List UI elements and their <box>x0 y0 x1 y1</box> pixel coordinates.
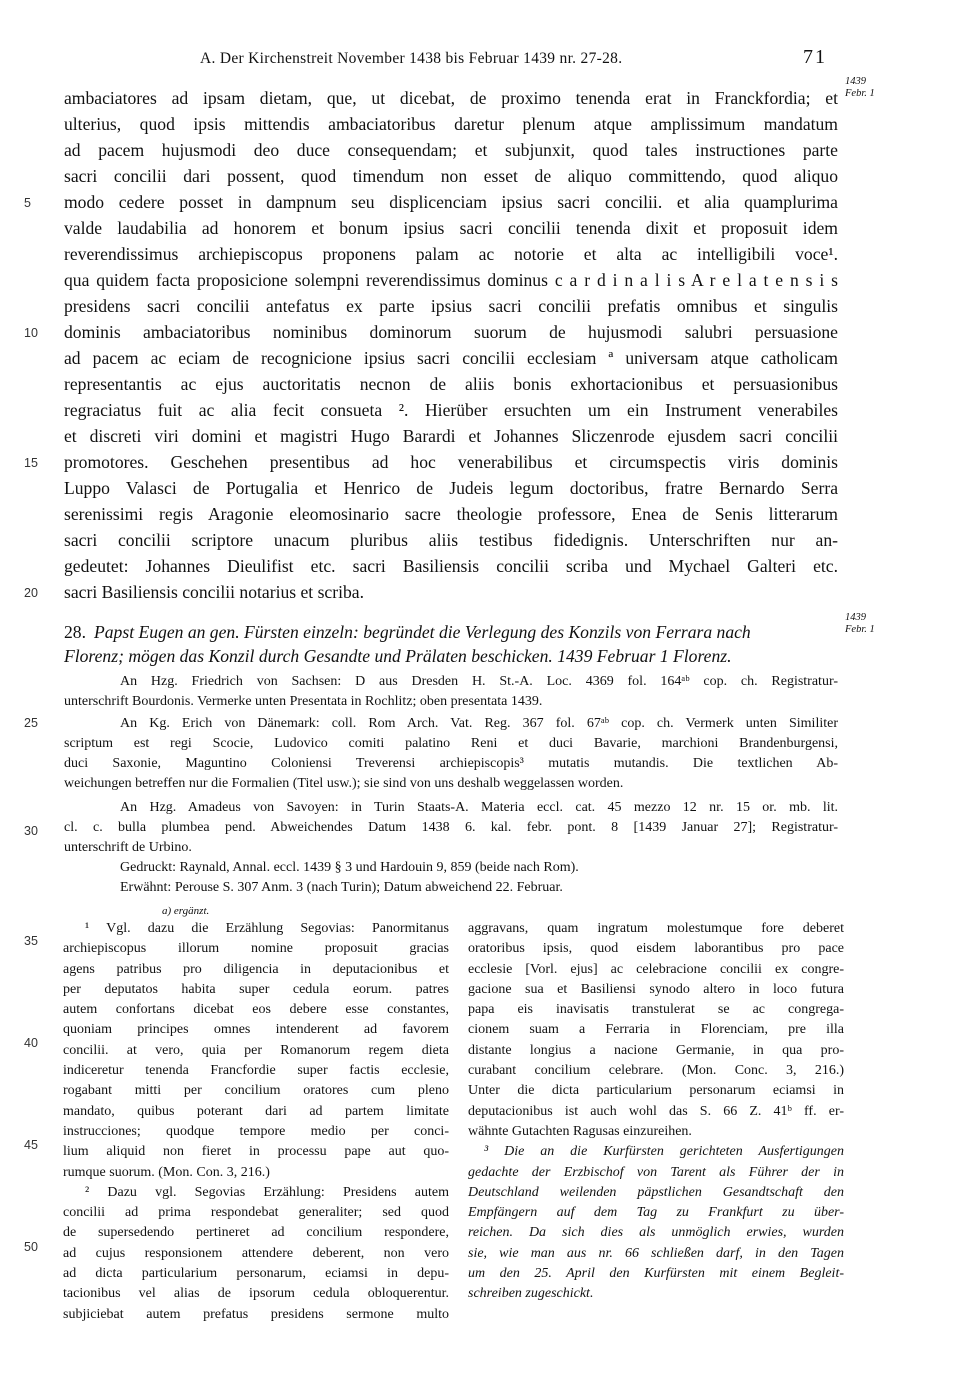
line-number: 25 <box>24 716 38 730</box>
footnote-line: reichen. Da sich dies als unmöglich erwies, wurden <box>468 1225 844 1241</box>
body-line: ad pacem hujusmodi deo duce consequendam; et subjunxit, quod tales instructiones parte <box>64 140 838 160</box>
body-line: dominis ambaciatoribus nominibus dominorum suorum de hujusmodi salubri persuasione <box>64 322 838 342</box>
footnote-line: sie, wie man aus nr. 66 schließen darf, in den Tagen <box>468 1245 844 1261</box>
footnote-line: distante longius a nacione Germanie, in qua pro- <box>468 1042 844 1058</box>
margin-date-year: 1439 <box>845 76 866 87</box>
line-number: 40 <box>24 1036 38 1050</box>
body-line: promotores. Geschehen presentibus ad hoc venerabilibus et circumspectis viris dominis <box>64 452 838 472</box>
footnote-line: indiceretur tenenda Francfordie super factis ecclesie, <box>63 1063 449 1079</box>
body-line: modo cedere posset in dampnum seu displicenciam ipsius sacri concilii. et alia quamplurima <box>64 192 838 212</box>
variant-note: a) ergänzt. <box>162 905 210 917</box>
footnote-line: curabant concilium celebrare. (Mon. Conc. 3, 216.) <box>468 1063 844 1079</box>
footnote-line: concilii. at vero, quia per Romanorum regem dieta <box>63 1042 449 1058</box>
line-number: 35 <box>24 934 38 948</box>
doc-heading-text: Papst Eugen an gen. Fürsten einzeln: begründet die Verlegung des Konzils von Ferrara nach <box>94 622 751 642</box>
footnote-line: mandato, quibus poterant dari ad partem limitate <box>63 1103 449 1119</box>
footnote-line: agens patribus pro diligencia in deputacionibus et <box>63 961 449 977</box>
footnote-line: per deputatos habita super cedula eorum. patres <box>63 981 449 997</box>
line-number: 15 <box>24 456 38 470</box>
body-line: sacri concilii scriptore unacum pluribus aliis testibus fidedignis. Unterschriften nur an- <box>64 530 838 550</box>
body-line: valde laudabilia ad honorem et bonum ipsius sacri concilii tenenda dixit et proposuit idem <box>64 218 838 238</box>
line-number: 20 <box>24 586 38 600</box>
line-number: 50 <box>24 1240 38 1254</box>
footnote-line: deputacionibus ist auch wohl das S. 66 Z. 41ᵇ ff. er- <box>468 1103 844 1119</box>
margin-date-day: Febr. 1 <box>845 88 875 99</box>
footnote-line: Deutschland weilenden päpstlichen Gesandtschaft den <box>468 1184 844 1200</box>
footnotes-left-column <box>63 919 449 1325</box>
line-number: 10 <box>24 326 38 340</box>
footnote-line: cionem suam a Ferraria in Florenciam, pre illa <box>468 1022 844 1038</box>
running-head: A. Der Kirchenstreit November 1438 bis Februar 1439 nr. 27-28. <box>200 50 623 67</box>
footnote-line: lium aliquid non fieret in processu pape aut quo- <box>63 1144 449 1160</box>
footnote-line: ad cujus responsionem attendere deberent, non vero <box>63 1245 449 1261</box>
doc-number: 28. <box>64 622 86 642</box>
body-line: presidens sacri concilii antefatus ex parte ipsius sacri concilii prefatis omnibus et singulis <box>64 296 838 316</box>
doc-heading-line-1 <box>64 620 844 644</box>
footnote-line: gacione sua et Basiliensi synodo altero in loco futura <box>468 981 844 997</box>
page-number: 71 <box>803 46 827 68</box>
footnote-line: archiepiscopus illorum nomine proposuit gracias <box>63 941 449 957</box>
body-line: ulterius, quod ipsis mittendis ambaciatoribus daretur plenum atque amplissimum mandatum <box>64 114 838 134</box>
line-number: 5 <box>24 196 31 210</box>
footnotes-right-column <box>468 919 844 1305</box>
footnote-line: ecclesie [Vorl. ejus] ac celebracione concilii ex congre- <box>468 961 844 977</box>
body-line: sacri concilii dari possent, quod timendum non esset de aliquo committendo, quod aliquo <box>64 166 838 186</box>
footnote-line: Empfängern auf dem Tag zu Frankfurt zu über- <box>468 1205 844 1221</box>
footnote-line: papa eis inavisatis transtulerat se ac congrega- <box>468 1002 844 1018</box>
apparatus-line: scriptum est regi Scocie, Ludovico comiti palatino Reni et duci Bavarie, marchioni Brandenburgensi, <box>64 736 838 751</box>
apparatus-line: Gedruckt: Raynald, Annal. eccl. 1439 § 3 und Hardouin 9, 859 (beide nach Rom). <box>120 860 579 875</box>
body-line: representantis ac ejus auctoritatis necnon de aliis bonis exhortacionibus et persuasionibus <box>64 374 838 394</box>
footnote-line: gedachte der Erzbischof von Tarent als Führer der in <box>468 1164 844 1180</box>
margin-date-day: Febr. 1 <box>845 624 875 635</box>
line-number: 30 <box>24 824 38 838</box>
body-line: qua quidem facta proposicione solempni reverendissimus dominus c a r d i n a l i s A r e l a t e n s i s <box>64 270 838 290</box>
footnote-line: Unter die dicta particularium personarum eciamsi in <box>468 1083 844 1099</box>
footnote-line: wähnte Gutachten Ragusas einzureihen. <box>468 1123 692 1139</box>
body-line: Luppo Valasci de Portugalia et Henrico de Judeis legum doctoribus, fratre Bernardo Serra <box>64 478 838 498</box>
apparatus-line: duci Saxonie, Maguntino Coloniensi Treverensi archiepiscopis³ mutatis mutandis. Die textlichen Ab- <box>64 756 838 771</box>
apparatus-line: cl. c. bulla plumbea pend. Abweichendes Datum 1438 6. kal. febr. pont. 8 [1439 Januar 27]; Registratur- <box>64 820 838 835</box>
footnote-line: autem confortans dicebat eos debere esse constantes, <box>63 1002 449 1018</box>
footnote-line: de supersedendo pertineret ad concilium respondere, <box>63 1225 449 1241</box>
body-line: sacri Basiliensis concilii notarius et scriba. <box>64 582 364 602</box>
footnote-line: ² Dazu vgl. Segovias Erzählung: Presidens autem <box>85 1184 449 1200</box>
footnote-line: instrucciones; quodque tempore medio per conci- <box>63 1123 449 1139</box>
footnote-line: quoniam principes omnes intenderent ad favorem <box>63 1022 449 1038</box>
margin-date-1 <box>845 76 915 100</box>
footnote-line: um den 25. April den Kurfürsten mit einem Begleit- <box>468 1266 844 1282</box>
footnote-line: ¹ Vgl. dazu die Erzählung Segovias: Panormitanus <box>85 921 449 936</box>
footnote-line: ³ Die an die Kurfürsten gerichteten Ausfertigungen <box>484 1144 844 1160</box>
apparatus-line: unterschrift de Urbino. <box>64 840 192 855</box>
body-line: gedeutet: Johannes Dieulifist etc. sacri Basiliensis concilii scriba und Mychael Galteri etc. <box>64 556 838 576</box>
apparatus-line: An Hzg. Friedrich von Sachsen: D aus Dresden H. St.-A. Loc. 4369 fol. 164ᵃᵇ cop. ch. Registratur- <box>120 674 838 689</box>
apparatus-line: weichungen betreffen nur die Formalien (Titel usw.); sie sind von uns deshalb weggelassen worden. <box>64 776 624 791</box>
footnote-line: subjiciebat autem prefatus presidens sermone multo <box>63 1306 449 1322</box>
body-line: ambaciatores ad ipsam dietam, que, ut dicebat, de proximo tenenda erat in Franckfordia; et <box>64 88 838 108</box>
apparatus-line: An Hzg. Amadeus von Savoyen: in Turin Staats-A. Materia eccl. cat. 45 mezzo 12 nr. 15 or. mb. lit. <box>120 800 838 815</box>
body-line: et discreti viri domini et magistri Hugo Barardi et Johannes Sliczenrode ejusdem sacri concilii <box>64 426 838 446</box>
body-line: reverendissimus archiepiscopus proponens palam ac notorie et alta ac intelligibili voce¹. <box>64 244 838 264</box>
doc-heading-line-2: Florenz; mögen das Konzil durch Gesandte und Prälaten beschicken. 1439 Februar 1 Florenz. <box>64 646 732 666</box>
footnote-line: ad dicta particularium personarum, eciamsi in depu- <box>63 1266 449 1282</box>
footnote-line: schreiben zugeschickt. <box>468 1286 594 1302</box>
apparatus-line: An Kg. Erich von Dänemark: coll. Rom Arch. Vat. Reg. 367 fol. 67ᵃᵇ cop. ch. Vermerk unten Similiter <box>120 716 838 731</box>
footnote-line: rumque suorum. (Mon. Con. 3, 216.) <box>63 1164 270 1180</box>
margin-date-year: 1439 <box>845 612 866 623</box>
apparatus-line: unterschrift Bourdonis. Vermerke unten Presentata in Rochlitz; oben presentata 1439. <box>64 694 543 709</box>
margin-date-2 <box>845 612 915 636</box>
footnote-line: rogabant mitti per concilium oratores cum pleno <box>63 1083 449 1099</box>
footnote-line: tacionibus vel alias de ipsorum cedula obloquerentur. <box>63 1286 449 1302</box>
body-line: regraciatus fuit ac alia fecit consueta ². Hierüber ersuchten um ein Instrument venerabiles <box>64 400 838 420</box>
body-line: serenissimi regis Aragonie eleomosinario sacre theologie professore, Enea de Senis litterarum <box>64 504 838 524</box>
line-number: 45 <box>24 1138 38 1152</box>
footnote-line: aggravans, quam ingratum molestumque fore deberet <box>468 921 844 936</box>
apparatus-line: Erwähnt: Perouse S. 307 Anm. 3 (nach Turin); Datum abweichend 22. Februar. <box>120 880 563 895</box>
footnote-line: oratoribus ipsis, quod eisdem laborantibus pro pace <box>468 941 844 957</box>
body-line: ad pacem ac eciam de recognicione ipsius sacri concilii ecclesiam ª universam atque catholicam <box>64 348 838 368</box>
footnote-line: concilii ad prima respondebat generaliter; sed quod <box>63 1205 449 1221</box>
